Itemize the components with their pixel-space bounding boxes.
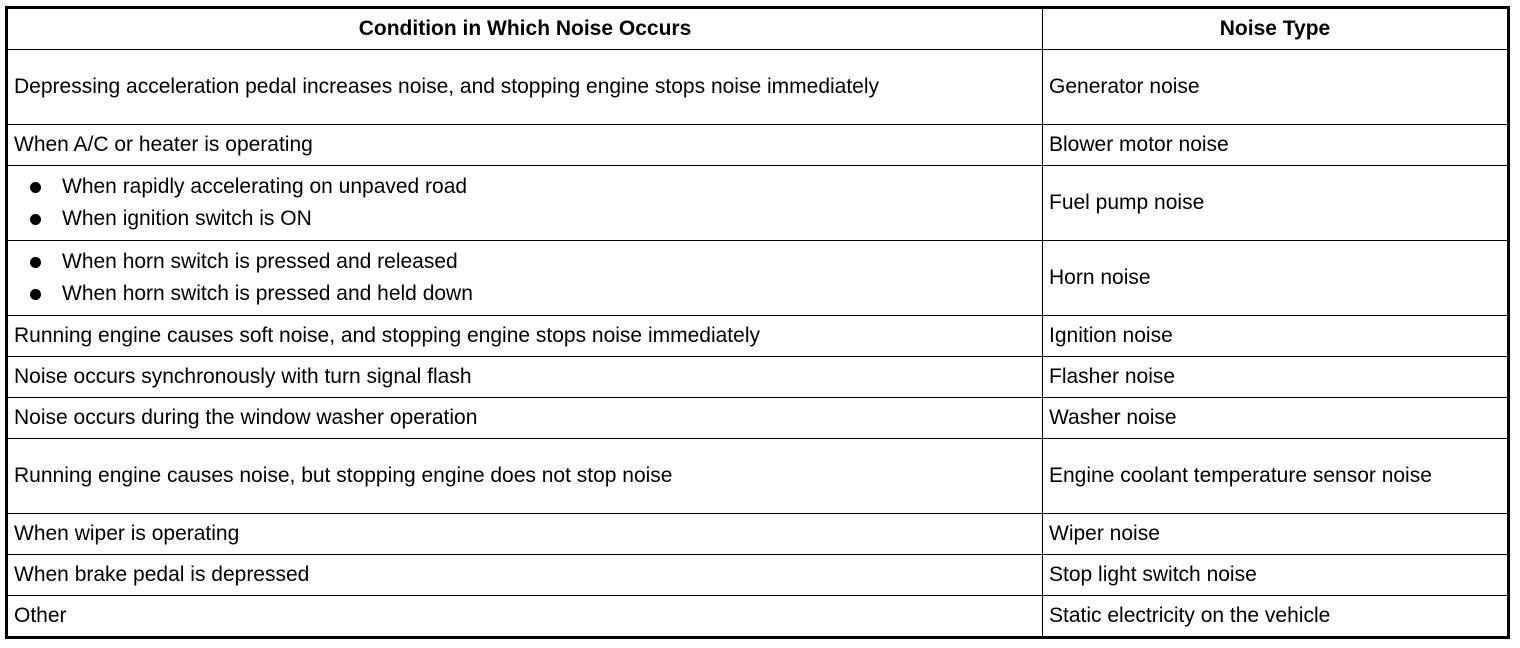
table-row — [7, 125, 1509, 166]
noise-condition-table — [5, 6, 1510, 639]
table-row — [7, 241, 1509, 316]
list-item — [14, 171, 1036, 203]
bullet-text: When horn switch is pressed and released — [62, 250, 458, 273]
condition-cell: Noise occurs synchronously with turn signal flash — [7, 357, 1043, 398]
list-item — [14, 203, 1036, 235]
bullet-text: When rapidly accelerating on unpaved road — [62, 175, 468, 198]
table-row — [7, 439, 1509, 514]
noise-type-cell: Ignition noise — [1043, 316, 1509, 357]
bullet-text: When horn switch is pressed and held down — [62, 282, 473, 305]
list-item — [14, 246, 1036, 278]
condition-cell: When wiper is operating — [7, 514, 1043, 555]
table-row — [7, 316, 1509, 357]
noise-type-cell: Generator noise — [1043, 50, 1509, 125]
table-row — [7, 166, 1509, 241]
bullet-list — [14, 171, 1036, 235]
condition-cell: When brake pedal is depressed — [7, 555, 1043, 596]
header-condition: Condition in Which Noise Occurs — [7, 8, 1043, 50]
noise-type-cell: Fuel pump noise — [1043, 166, 1509, 241]
table-header-row — [7, 8, 1509, 50]
bullet-icon — [30, 182, 41, 193]
condition-cell — [7, 241, 1043, 316]
table-row — [7, 555, 1509, 596]
header-noise-type: Noise Type — [1043, 8, 1509, 50]
table-row — [7, 596, 1509, 638]
noise-type-cell: Horn noise — [1043, 241, 1509, 316]
table-row — [7, 514, 1509, 555]
bullet-icon — [30, 214, 41, 225]
noise-type-cell: Blower motor noise — [1043, 125, 1509, 166]
bullet-icon — [30, 257, 41, 268]
noise-type-cell: Static electricity on the vehicle — [1043, 596, 1509, 638]
noise-type-cell: Engine coolant temperature sensor noise — [1043, 439, 1509, 514]
bullet-text: When ignition switch is ON — [62, 207, 312, 230]
bullet-list — [14, 246, 1036, 310]
condition-cell: Running engine causes soft noise, and stopping engine stops noise immediately — [7, 316, 1043, 357]
table-row — [7, 50, 1509, 125]
list-item — [14, 278, 1036, 310]
condition-cell — [7, 166, 1043, 241]
condition-cell: Depressing acceleration pedal increases noise, and stopping engine stops noise immediately — [7, 50, 1043, 125]
table-row — [7, 398, 1509, 439]
condition-cell: Other — [7, 596, 1043, 638]
noise-type-cell: Washer noise — [1043, 398, 1509, 439]
noise-type-cell: Flasher noise — [1043, 357, 1509, 398]
noise-type-cell: Wiper noise — [1043, 514, 1509, 555]
condition-cell: Noise occurs during the window washer operation — [7, 398, 1043, 439]
noise-type-cell: Stop light switch noise — [1043, 555, 1509, 596]
condition-cell: When A/C or heater is operating — [7, 125, 1043, 166]
table-row — [7, 357, 1509, 398]
condition-cell: Running engine causes noise, but stopping engine does not stop noise — [7, 439, 1043, 514]
bullet-icon — [30, 289, 41, 300]
